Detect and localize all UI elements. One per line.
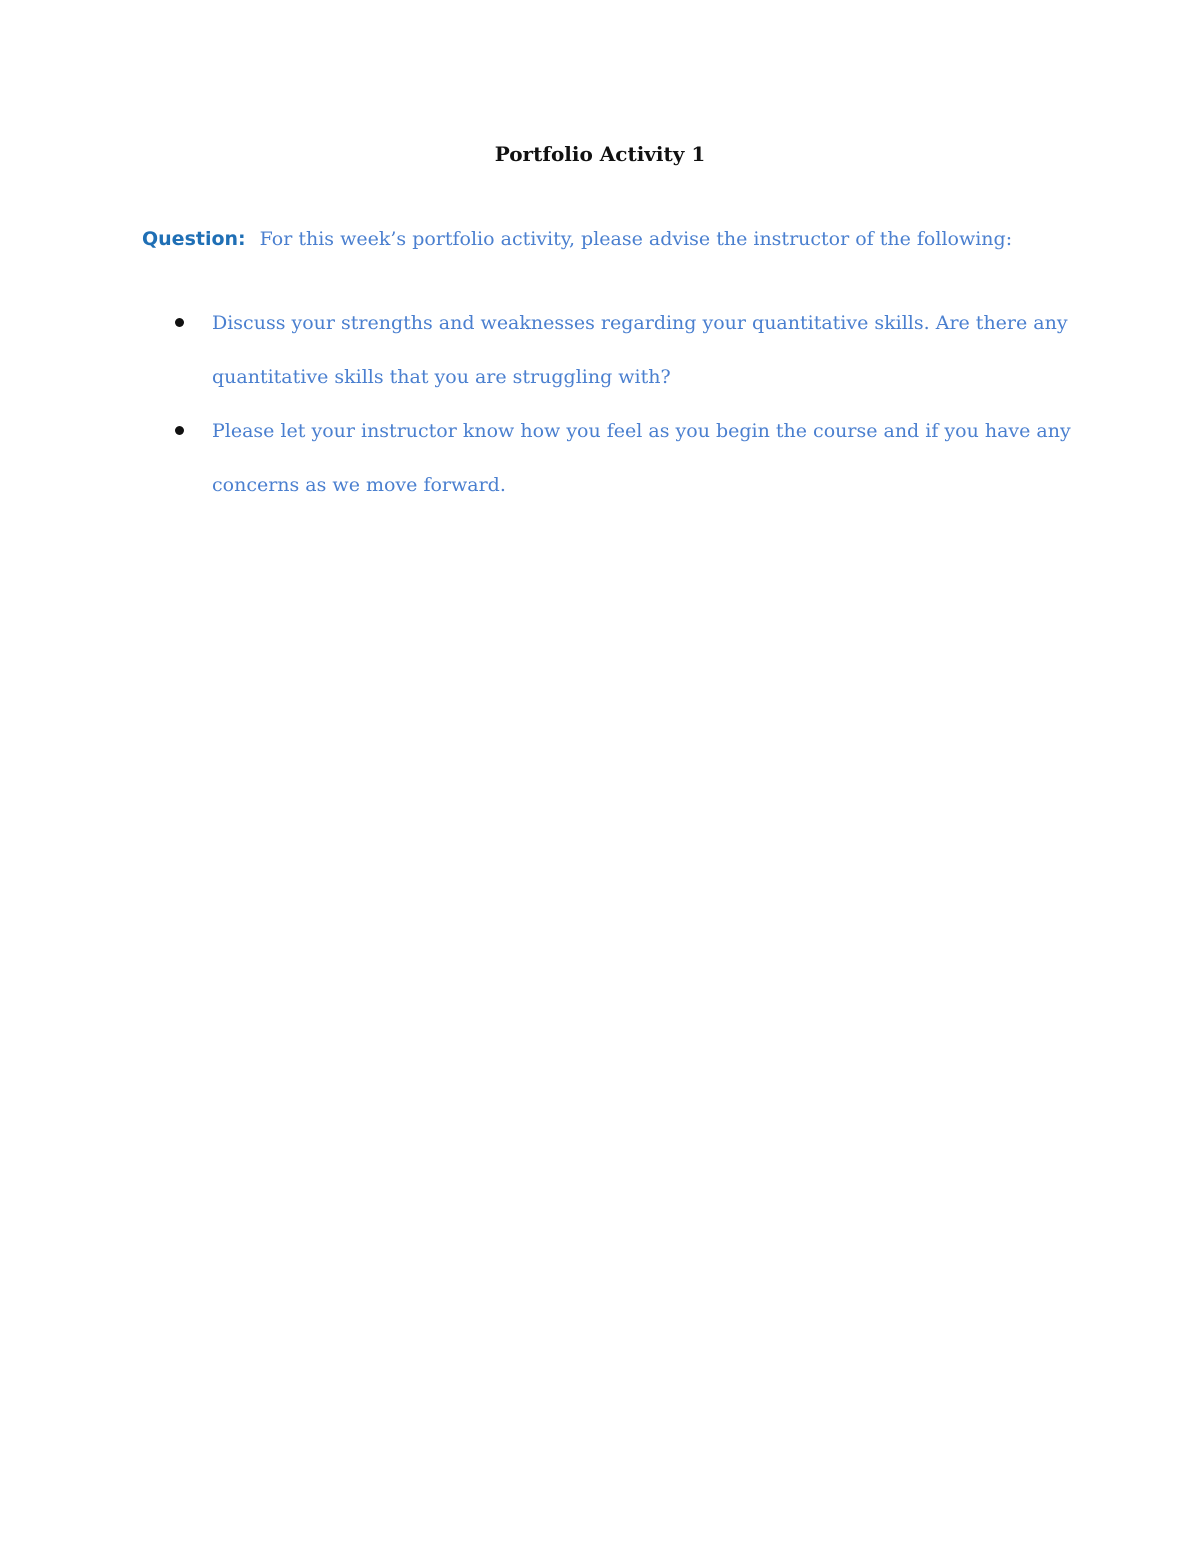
bullet-text: Please let your instructor know how you feel as you begin the course and if you have any concerns as we move forward. <box>212 420 1071 496</box>
question-label: Question: <box>142 228 246 250</box>
question-text: For this week’s portfolio activity, please advise the instructor of the following: <box>259 228 1013 250</box>
bullet-icon <box>175 426 184 435</box>
list-item <box>142 404 1072 512</box>
page-title: Portfolio Activity 1 <box>494 142 706 166</box>
list-item <box>142 296 1072 404</box>
question-line <box>142 226 1102 250</box>
bullet-text: Discuss your strengths and weaknesses regarding your quantitative skills. Are there any quantitative skills that you are struggling with? <box>212 312 1068 388</box>
bullet-icon <box>175 318 184 327</box>
bullet-list <box>142 296 1072 512</box>
